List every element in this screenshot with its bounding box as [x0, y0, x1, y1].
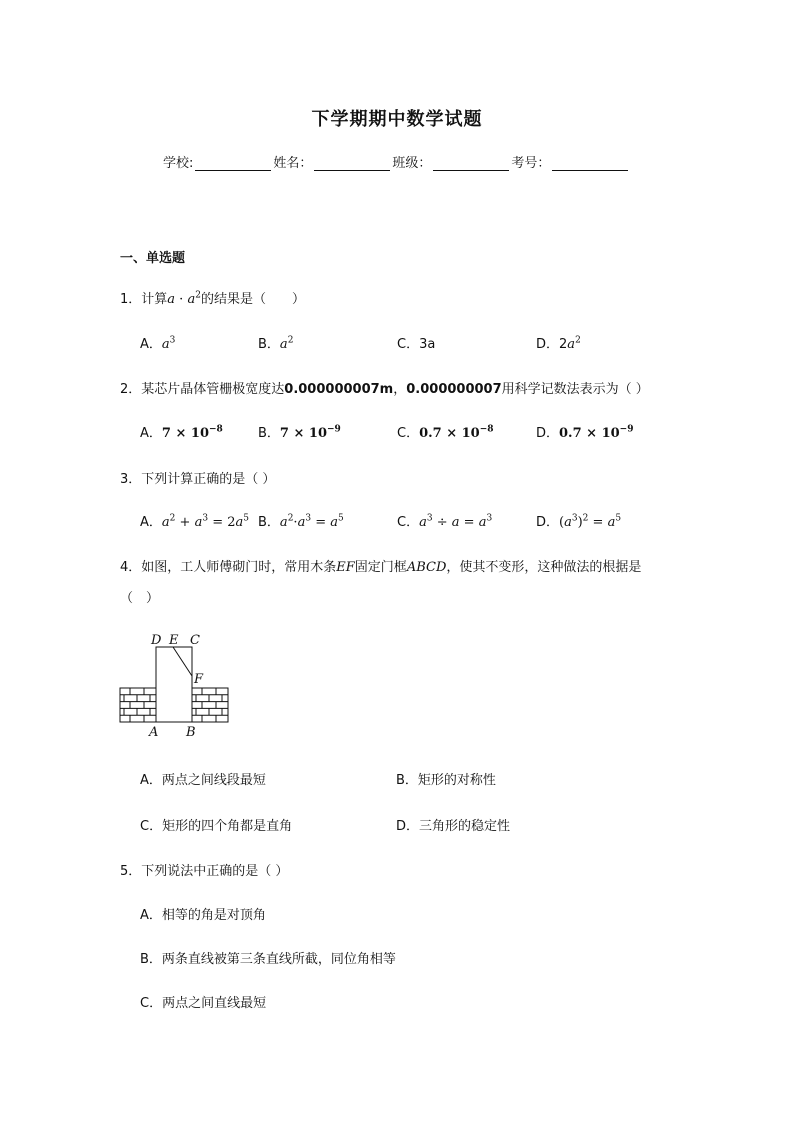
q1-option-d[interactable]: D．$2a^2$ [536, 335, 581, 352]
q4-option-b[interactable]: B．矩形的对称性 [396, 773, 496, 788]
question-1-stem: 1．计算$a \cdot a^2$的结果是（ ） [120, 290, 305, 307]
label-f: F [194, 672, 204, 687]
door-frame-abcd [156, 647, 192, 722]
label-e: E [169, 633, 179, 648]
label-d: D [151, 633, 162, 648]
question-5-stem: 5．下列说法中正确的是（ ） [120, 864, 289, 879]
q5-option-b[interactable]: B．两条直线被第三条直线所截，同位角相等 [140, 952, 396, 967]
q3-option-c[interactable]: C．$a^3 \div a = a^3$ [397, 513, 493, 530]
name-blank[interactable] [314, 156, 390, 171]
school-label: 学校: [163, 156, 194, 171]
class-label: 班级： [392, 156, 432, 171]
label-b: B [186, 725, 196, 740]
right-brick-wall [192, 688, 228, 722]
page-title: 下学期期中数学试题 [311, 109, 483, 130]
q2-option-b[interactable]: B．$7 \times 10^{-9}$ [258, 424, 341, 441]
q1-option-b[interactable]: B．$a^2$ [258, 335, 294, 352]
question-4-stem: 4．如图，工人师傅砌门时，常用木条EF固定门框ABCD，使其不变形，这种做法的根据是 [120, 560, 642, 575]
q3-option-d[interactable]: D．$(a^3)^2 = a^5$ [536, 513, 622, 530]
label-c: C [190, 633, 200, 648]
q5-option-c[interactable]: C．两点之间直线最短 [140, 996, 267, 1011]
class-blank[interactable] [433, 156, 509, 171]
q4-option-d[interactable]: D．三角形的稳定性 [396, 819, 511, 834]
q2-option-a[interactable]: A．$7 \times 10^{-8}$ [140, 424, 223, 441]
school-blank[interactable] [195, 156, 271, 171]
section-heading: 一、单选题 [120, 251, 186, 266]
number-blank[interactable] [552, 156, 628, 171]
q4-option-a[interactable]: A．两点之间线段最短 [140, 773, 266, 788]
question-3-stem: 3．下列计算正确的是（ ） [120, 472, 276, 487]
q3-option-b[interactable]: B．$a^2\cdot a^3 = a^5$ [258, 513, 344, 530]
question-2-stem: 2．某芯片晶体管栅极宽度达0.000000007m，0.000000007用科学记数法表示为（ ） [120, 382, 649, 397]
q2-option-d[interactable]: D．$0.7 \times 10^{-9}$ [536, 424, 634, 441]
student-info-line [163, 152, 630, 171]
q4-option-c[interactable]: C．矩形的四个角都是直角 [140, 819, 293, 834]
left-brick-wall [120, 688, 156, 722]
q2-option-c[interactable]: C．$0.7 \times 10^{-8}$ [397, 424, 494, 441]
name-label: 姓名： [273, 156, 313, 171]
label-a: A [149, 725, 159, 740]
question-4-stem-cont: （ ） [120, 591, 160, 606]
q5-option-a[interactable]: A．相等的角是对顶角 [140, 908, 266, 923]
number-label: 考号： [511, 156, 551, 171]
door-frame-figure [118, 630, 234, 740]
q1-option-c[interactable]: C．3a [397, 337, 436, 352]
q1-option-a[interactable]: A．$a^3$ [140, 335, 176, 352]
q3-option-a[interactable]: A．$a^2 + a^3 = 2a^5$ [140, 513, 250, 530]
